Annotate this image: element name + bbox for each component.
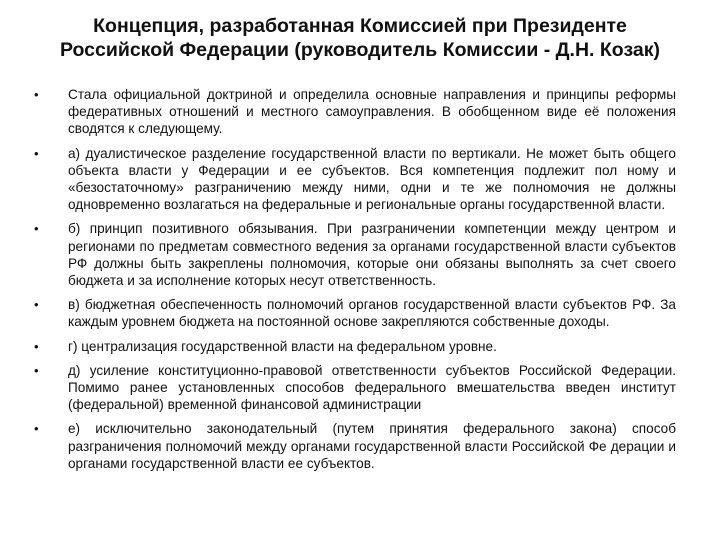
list-item (34, 338, 676, 355)
list-item-text: б) принцип позитивного обязывания. При разграничении компетенции между центром и регионами по предметам совместного ведения за органами государственной власти субъектов РФ должны быть закреплены полномочия, которые они обязаны выполнять за счет своего бюджета и за исполнение которых несут ответственность. (68, 221, 676, 289)
bullet-icon: • (34, 221, 39, 237)
slide-title (40, 14, 680, 62)
list-item-text: е) исключительно законодательный (путем принятия федерального закона) способ разграничения полномочий между органами государственной власти Российской Фе дерации и органами государственной власти ее субъектов. (68, 421, 676, 471)
bullet-icon: • (34, 297, 39, 313)
list-item (34, 296, 676, 330)
title-line-1: Концепция, разработанная Комиссией при Президенте (93, 15, 627, 37)
bullet-icon: • (34, 421, 39, 437)
bullet-icon: • (34, 362, 39, 378)
list-item (34, 420, 676, 472)
list-item-text: а) дуалистическое разделение государственной власти по вертикали. Не может быть общего объекта власти у Федерации и ее субъектов. Вся компетенция подлежит пол ному и «безостаточному» разграничению между ними, одни и те же полномочия не должны одновременно возлагаться на федеральные и региональные органы государственной власти. (68, 145, 676, 213)
list-item-text: Стала официальной доктриной и определила основные направления и принципы реформы федеративных отношений и местного самоуправления. В обобщенном виде её положения сводятся к следующему. (68, 87, 676, 137)
list-item (34, 145, 676, 214)
list-item-text: д) усиление конституционно-правовой ответственности субъектов Российской Федерации. Помимо ранее установленных способов федерального вмешательства введен институт (федеральной) временной финансовой администрации (68, 362, 676, 413)
bullet-icon: • (34, 145, 39, 161)
bullet-icon: • (34, 87, 39, 102)
list-item-text: г) централизация государственной власти на федеральном уровне. (68, 338, 497, 354)
title-line-2: Российской Федерации (руководитель Комиссии - Д.Н. Козак) (60, 39, 660, 61)
bullet-list (34, 86, 676, 479)
list-item (34, 86, 676, 138)
list-item (34, 362, 676, 414)
list-item (34, 220, 676, 289)
list-item-text: в) бюджетная обеспеченность полномочий органов государственной власти субъектов РФ. За каждым уровнем бюджета на постоянной основе закрепляются собственные доходы. (68, 297, 676, 330)
bullet-icon: • (34, 338, 39, 354)
